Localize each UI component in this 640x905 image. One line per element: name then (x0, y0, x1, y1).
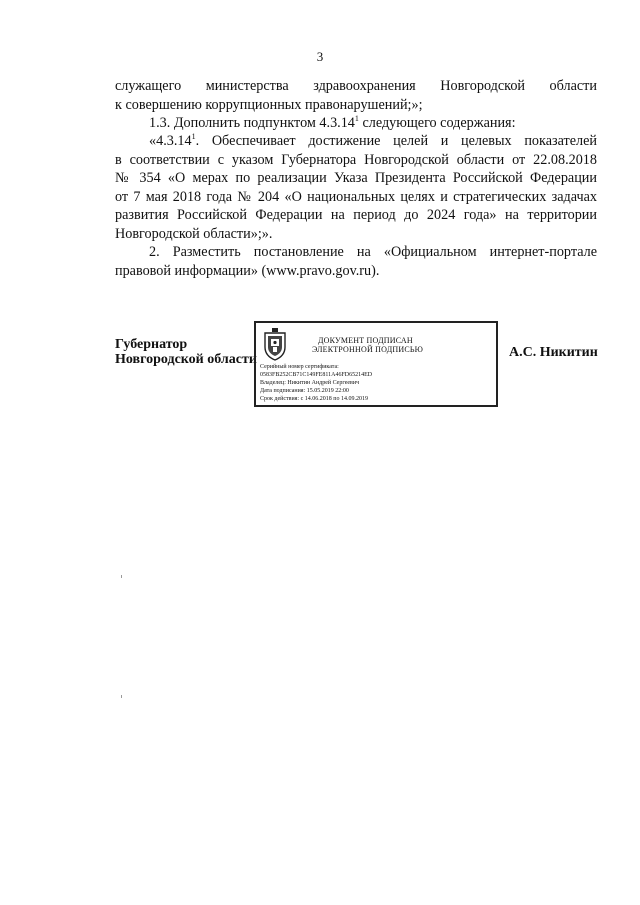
coat-of-arms-icon (262, 327, 288, 361)
body-line-2: к совершению коррупционных правонарушений;»; (115, 97, 423, 113)
body-line-4 (149, 132, 597, 150)
body-line-6: № 354 «О мерах по реализации Указа Президента Российской Федерации (115, 170, 597, 186)
electronic-signature-stamp (254, 321, 498, 407)
body-word: Новгородской (440, 78, 525, 94)
stamp-signed-date: Дата подписания: 15.05.2019 22:00 (260, 388, 349, 394)
signatory-title (115, 337, 257, 367)
stamp-validity: Срок действия: с 14.06.2018 по 14.09.2019 (260, 396, 368, 402)
stamp-heading-line: ЭЛЕКТРОННОЙ ПОДПИСЬЮ (312, 345, 424, 354)
body-text: . Обеспечивает достижение целей и целевых показателей (195, 133, 597, 149)
body-text: следующего содержания: (358, 115, 516, 131)
body-word: области (549, 78, 597, 94)
stamp-cert-label: Серийный номер сертификата: (260, 364, 339, 370)
body-line-3 (149, 114, 516, 132)
body-word: служащего (115, 78, 182, 94)
body-word: министерства (205, 78, 289, 94)
stamp-heading-line: ДОКУМЕНТ ПОДПИСАН (318, 336, 413, 345)
superscript: 1 (191, 132, 196, 141)
signatory-title-line: Новгородской области (115, 352, 257, 367)
body-line-8: развития Российской Федерации на период до 2024 года» на территории (115, 207, 597, 223)
body-text: «4.3.14 (149, 133, 192, 149)
signatory-title-line: Губернатор (115, 337, 188, 352)
scan-artifact (121, 695, 122, 698)
signatory-name: А.С. Никитин (509, 345, 598, 360)
body-line-11: правовой информации» (www.pravo.gov.ru). (115, 263, 380, 279)
page-number: 3 (316, 49, 324, 64)
scan-artifact (121, 575, 122, 578)
body-line-5: в соответствии с указом Губернатора Новгородской области от 22.08.2018 (115, 152, 597, 168)
body-line-7: от 7 мая 2018 года № 204 «О национальных целях и стратегических задачах (115, 189, 597, 205)
body-text: 1.3. Дополнить подпунктом 4.3.14 (149, 115, 355, 131)
stamp-details (260, 363, 372, 403)
stamp-owner: Владелец: Никитин Андрей Сергеевич (260, 380, 360, 386)
body-line-9: Новгородской области»;». (115, 226, 273, 242)
stamp-heading (312, 336, 423, 354)
stamp-cert-serial: 0583FB252CB71C149FE811A46FD65214ED (260, 372, 373, 378)
body-line-1 (115, 77, 597, 95)
superscript: 1 (354, 114, 359, 123)
body-word: здравоохранения (313, 78, 416, 94)
body-line-10: 2. Разместить постановление на «Официальном интернет-портале (149, 244, 597, 260)
